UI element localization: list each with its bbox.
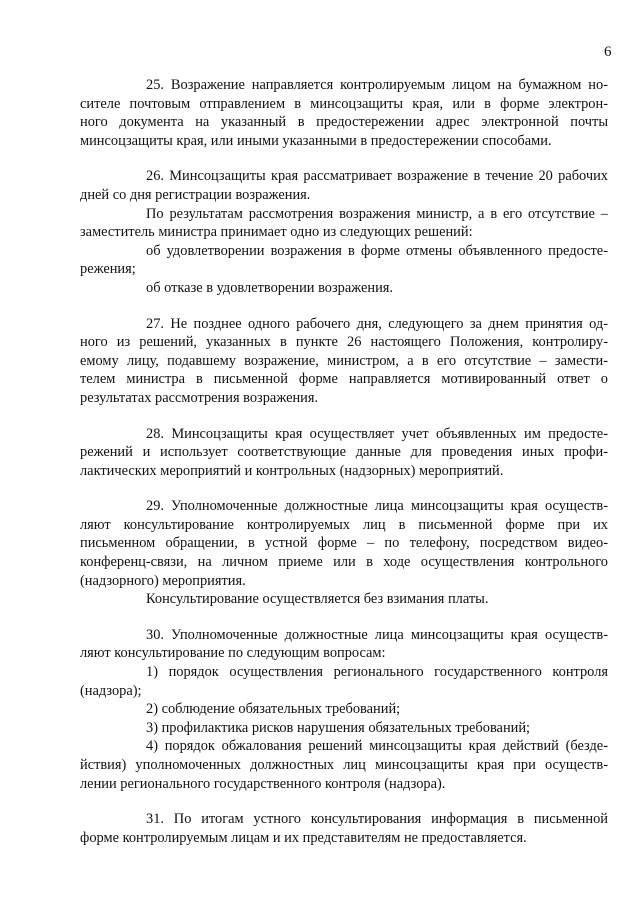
list-item-3: [80, 719, 608, 738]
paragraph-line: 26. Минсоцзащиты края рассматривает возражение в течение 20 рабочих: [146, 168, 608, 185]
paragraph-line: 1) порядок осуществления регионального государственного контроля: [146, 664, 608, 681]
paragraph-line: 31. По итогам устного консультирования информация в письменной: [146, 811, 608, 828]
paragraph-line: письменном обращении, в устной форме – по телефону, посредством видео-: [80, 535, 608, 552]
paragraph-line: 28. Минсоцзащиты края осуществляет учет объявленных им предосте-: [146, 425, 608, 442]
paragraph-line: лактических мероприятий и контрольных (надзорных) мероприятий.: [80, 462, 504, 479]
paragraph-line: ляют консультирование контролируемых лиц в письменной форме при их: [80, 516, 608, 533]
document-body: [80, 76, 608, 847]
paragraph-line: (надзора);: [80, 682, 142, 699]
paragraph-line: 30. Уполномоченные должностные лица минсоцзащиты края осуществ-: [146, 626, 608, 643]
paragraph-line: По результатам рассмотрения возражения министр, а в его отсутствие –: [146, 205, 608, 222]
paragraph-line: 29. Уполномоченные должностные лица минсоцзащиты края осуществ-: [146, 498, 608, 515]
paragraph-line: сителе почтовым отправлением в минсоцзащиты края, или в форме электрон-: [80, 95, 608, 112]
paragraph-27: [80, 315, 608, 408]
paragraph-line: минсоцзащиты края, или иными указанными в предостережении способами.: [80, 132, 552, 149]
paragraph-line: 3) профилактика рисков нарушения обязательных требований;: [146, 719, 531, 736]
paragraph-line: Консультирование осуществляется без взимания платы.: [146, 591, 489, 608]
paragraph-line: режения;: [80, 261, 136, 278]
paragraph-29-fee: [80, 590, 608, 609]
paragraph-line: ного из решений, указанных в пункте 26 настоящего Положения, контролиру-: [80, 334, 608, 351]
paragraph-line: результатах рассмотрения возражения.: [80, 389, 319, 406]
paragraph-line: об удовлетворении возражения в форме отмены объявленного предосте-: [146, 242, 608, 259]
paragraph-line: телем министра в письменной форме направляется мотивированный ответ о: [80, 371, 608, 388]
paragraph-26-option-2: [80, 279, 608, 298]
paragraph-26: [80, 167, 608, 204]
paragraph-25: [80, 76, 608, 150]
paragraph-line: 2) соблюдение обязательных требований;: [146, 701, 401, 718]
paragraph-30: [80, 626, 608, 663]
paragraph-31: [80, 810, 608, 847]
paragraph-26-option-1: [80, 242, 608, 279]
list-item-2: [80, 700, 608, 719]
paragraph-line: емому лицу, подавшему возражение, министром, а в его отсутствие – замести-: [80, 352, 608, 369]
list-item-1: [80, 663, 608, 700]
paragraph-line: заместитель министра принимает одно из следующих решений:: [80, 224, 473, 241]
paragraph-line: (надзорного) мероприятия.: [80, 572, 246, 589]
paragraph-line: 4) порядок обжалования решений минсоцзащиты края действий (безде-: [146, 738, 608, 755]
paragraph-line: дней со дня регистрации возражения.: [80, 186, 311, 203]
paragraph-line: конференц-связи, на личном приеме или в ходе осуществления контрольного: [80, 554, 608, 571]
paragraph-line: режений и использует соответствующие данные для проведения иных профи-: [80, 444, 608, 461]
paragraph-line: об отказе в удовлетворении возражения.: [146, 279, 393, 296]
paragraph-line: 25. Возражение направляется контролируемым лицом на бумажном но-: [146, 77, 608, 93]
paragraph-28: [80, 425, 608, 481]
paragraph-line: лении регионального государственного контроля (надзора).: [80, 775, 446, 792]
paragraph-line: ного документа на указанный в предостережении адрес электронной почты: [80, 114, 608, 131]
page-number: 6: [604, 44, 612, 60]
paragraph-line: 27. Не позднее одного рабочего дня, следующего за днем принятия од-: [146, 315, 608, 332]
paragraph-line: форме контролируемым лицам и их представителям не предоставляется.: [80, 829, 527, 846]
paragraph-line: ляют консультирование по следующим вопросам:: [80, 645, 386, 662]
list-item-4: [80, 737, 608, 793]
paragraph-line: йствия) уполномоченных должностных лиц минсоцзащиты края при осуществ-: [80, 757, 608, 773]
paragraph-29: [80, 497, 608, 590]
paragraph-26-decision: [80, 205, 608, 242]
